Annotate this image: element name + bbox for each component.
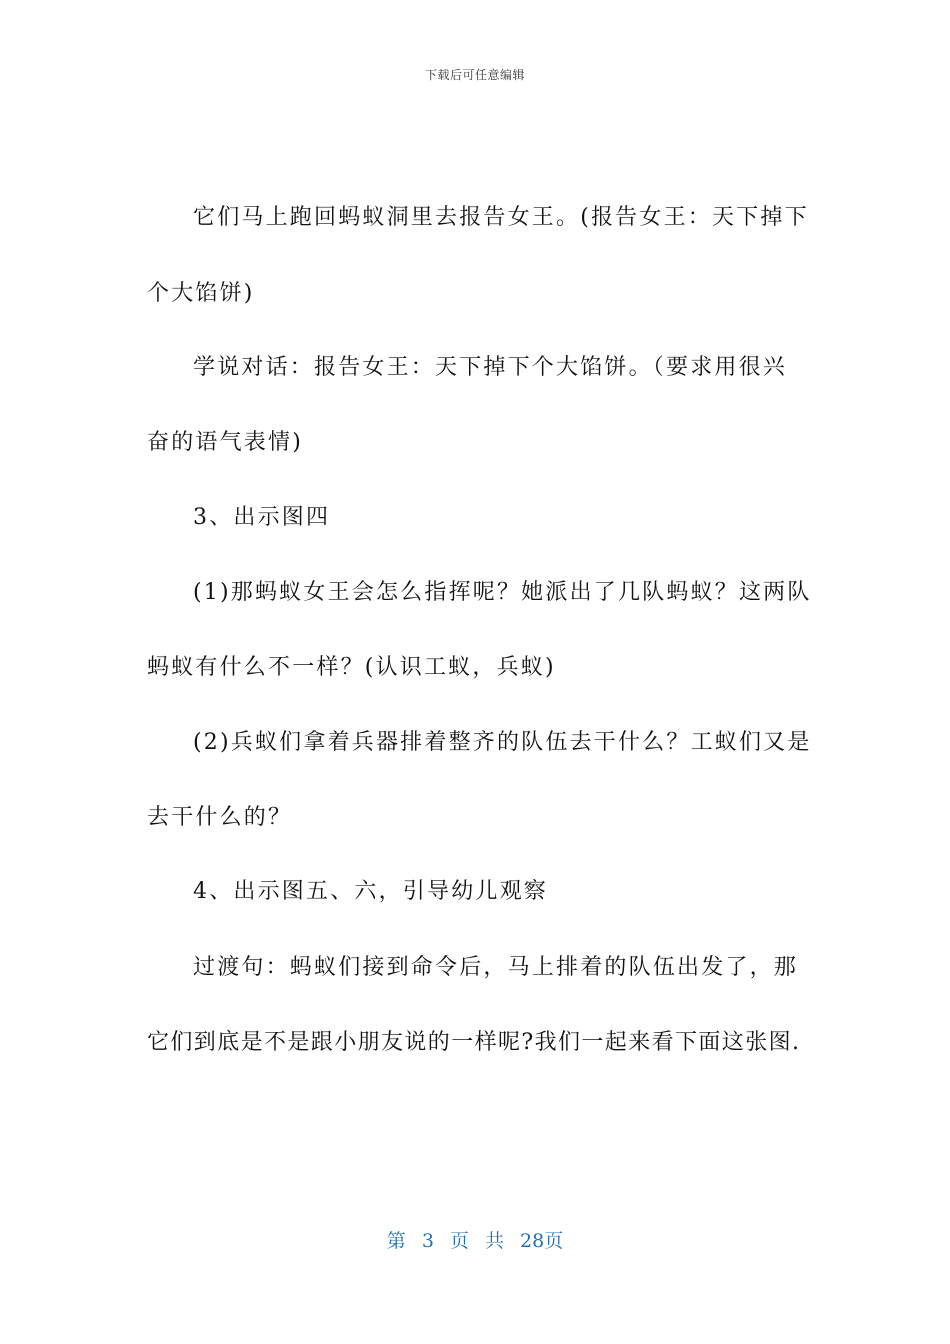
body-line-7: 蚂蚁有什么不一样？(认识工蚁，兵蚁) [147,655,556,680]
body-line-6: (1)那蚂蚁女王会怎么指挥呢？她派出了几队蚂蚁？这两队 [193,580,812,605]
body-line-9: 去干什么的？ [147,805,293,830]
body-line-8: (2)兵蚁们拿着兵器排着整齐的队伍去干什么？工蚁们又是 [193,730,812,755]
body-line-3: 学说对话：报告女王：天下掉下个大馅饼。（要求用很兴 [193,355,788,380]
body-line-1: 它们马上跑回蚂蚁洞里去报告女王。(报告女王：天下掉下 [193,205,809,230]
body-line-12: 它们到底是不是跟小朋友说的一样呢?我们一起来看下面这张图. [147,1030,801,1055]
page-header: 下载后可任意编辑 [424,68,525,82]
body-line-10: 4、出示图五、六，引导幼儿观察 [193,879,548,904]
body-line-2: 个大馅饼) [147,281,255,306]
body-line-4: 奋的语气表情) [147,430,303,455]
page-number: 第 3 页 共 28页 [386,1230,564,1252]
body-line-11: 过渡句：蚂蚁们接到命令后，马上排着的队伍出发了，那 [193,955,799,980]
body-line-5: 3、出示图四 [193,505,331,530]
